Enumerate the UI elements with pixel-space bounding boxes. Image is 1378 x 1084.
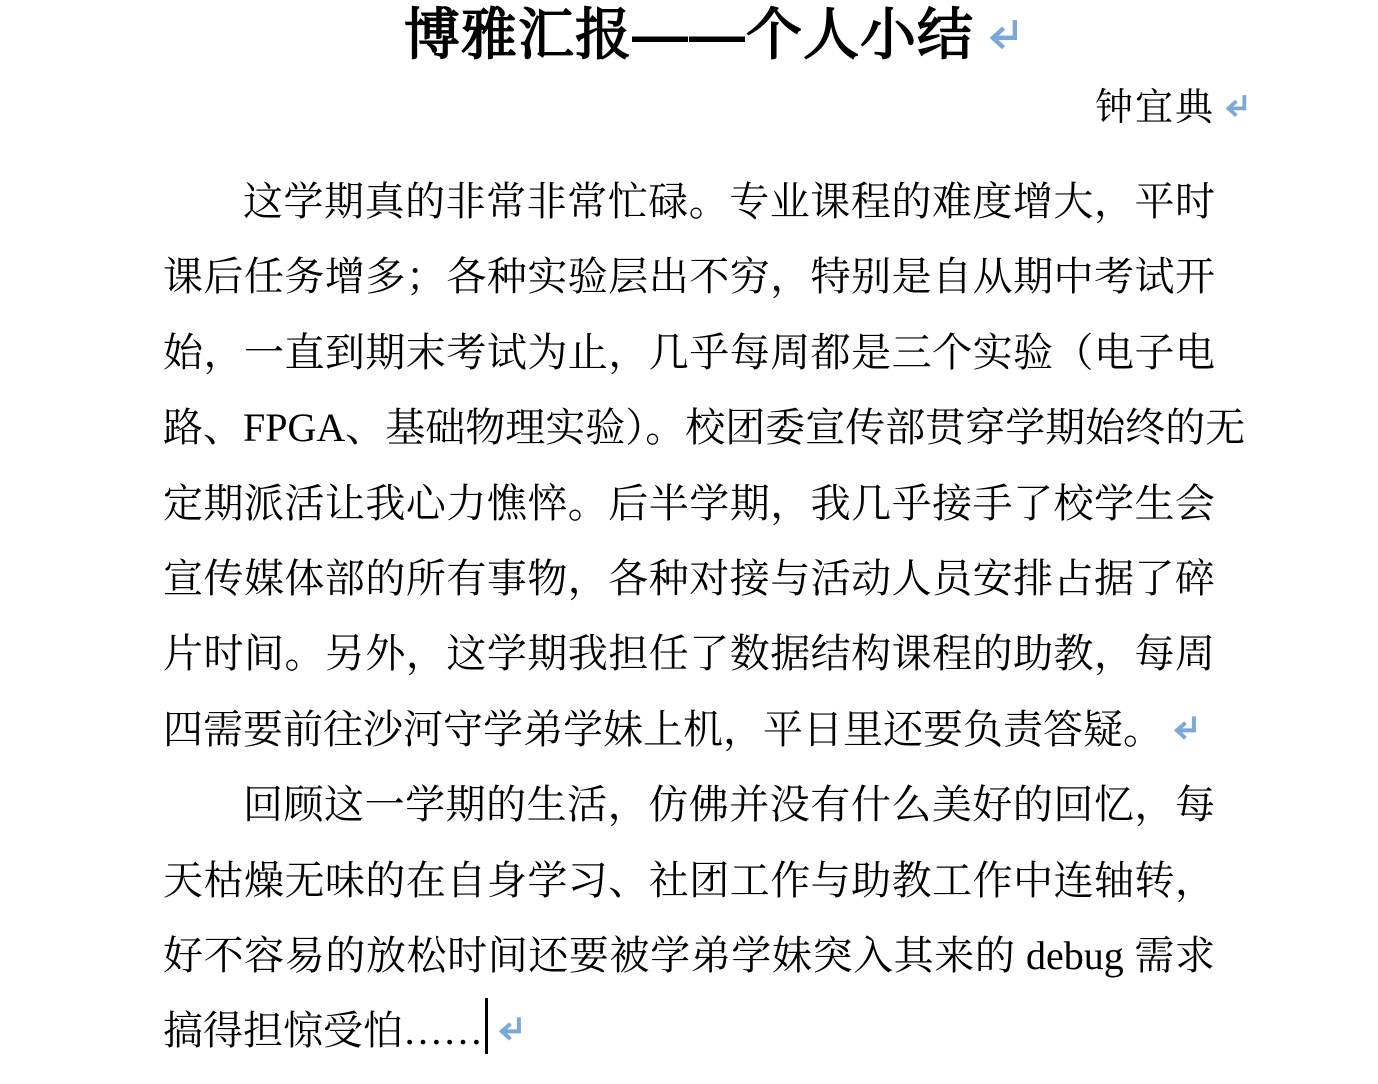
body-line[interactable] bbox=[163, 993, 1215, 1068]
body-line[interactable]: 定期派活让我心力憔悴。后半学期，我几乎接手了校学生会 bbox=[163, 480, 1215, 526]
body-line[interactable]: 好不容易的放松时间还要被学弟学妹突入其来的 debug 需求 bbox=[163, 932, 1215, 978]
paragraph-mark-icon bbox=[492, 1013, 526, 1047]
body-line[interactable]: 天枯燥无味的在自身学习、社团工作与助教工作中连轴转， bbox=[163, 857, 1215, 903]
body-line[interactable]: 片时间。另外，这学期我担任了数据结构课程的助教，每周 bbox=[163, 631, 1215, 677]
document-title-line[interactable] bbox=[163, 0, 1215, 68]
body-line-text: 四需要前往沙河守学弟学妹上机，平日里还要负责答疑。 bbox=[163, 706, 1163, 752]
body-line[interactable]: 宣传媒体部的所有事物，各种对接与活动人员安排占据了碎 bbox=[163, 555, 1215, 601]
document-body[interactable] bbox=[163, 164, 1246, 1069]
body-line[interactable]: 这学期真的非常非常忙碌。专业课程的难度增大，平时 bbox=[243, 179, 1215, 224]
paragraph-mark-icon bbox=[1219, 91, 1251, 123]
body-line[interactable]: 回顾这一学期的生活，仿佛并没有什么美好的回忆，每 bbox=[243, 782, 1215, 828]
document-title: 博雅汇报——个人小结 bbox=[404, 3, 974, 66]
author-name: 钟宜典 bbox=[1094, 87, 1215, 129]
author-line[interactable] bbox=[163, 84, 1215, 132]
body-line[interactable]: 课后任务增多；各种实验层出不穷，特别是自从期中考试开 bbox=[163, 254, 1215, 300]
paragraph-mark-icon bbox=[1167, 712, 1201, 746]
paragraph-mark-icon bbox=[980, 14, 1024, 58]
body-line[interactable] bbox=[163, 692, 1215, 767]
body-line[interactable]: 路、FPGA、基础物理实验）。校团委宣传部贯穿学期始终的无 bbox=[163, 405, 1246, 451]
body-line-text: 搞得担惊受怕…… bbox=[163, 1008, 483, 1054]
body-line[interactable]: 始，一直到期末考试为止，几乎每周都是三个实验（电子电 bbox=[163, 329, 1215, 375]
